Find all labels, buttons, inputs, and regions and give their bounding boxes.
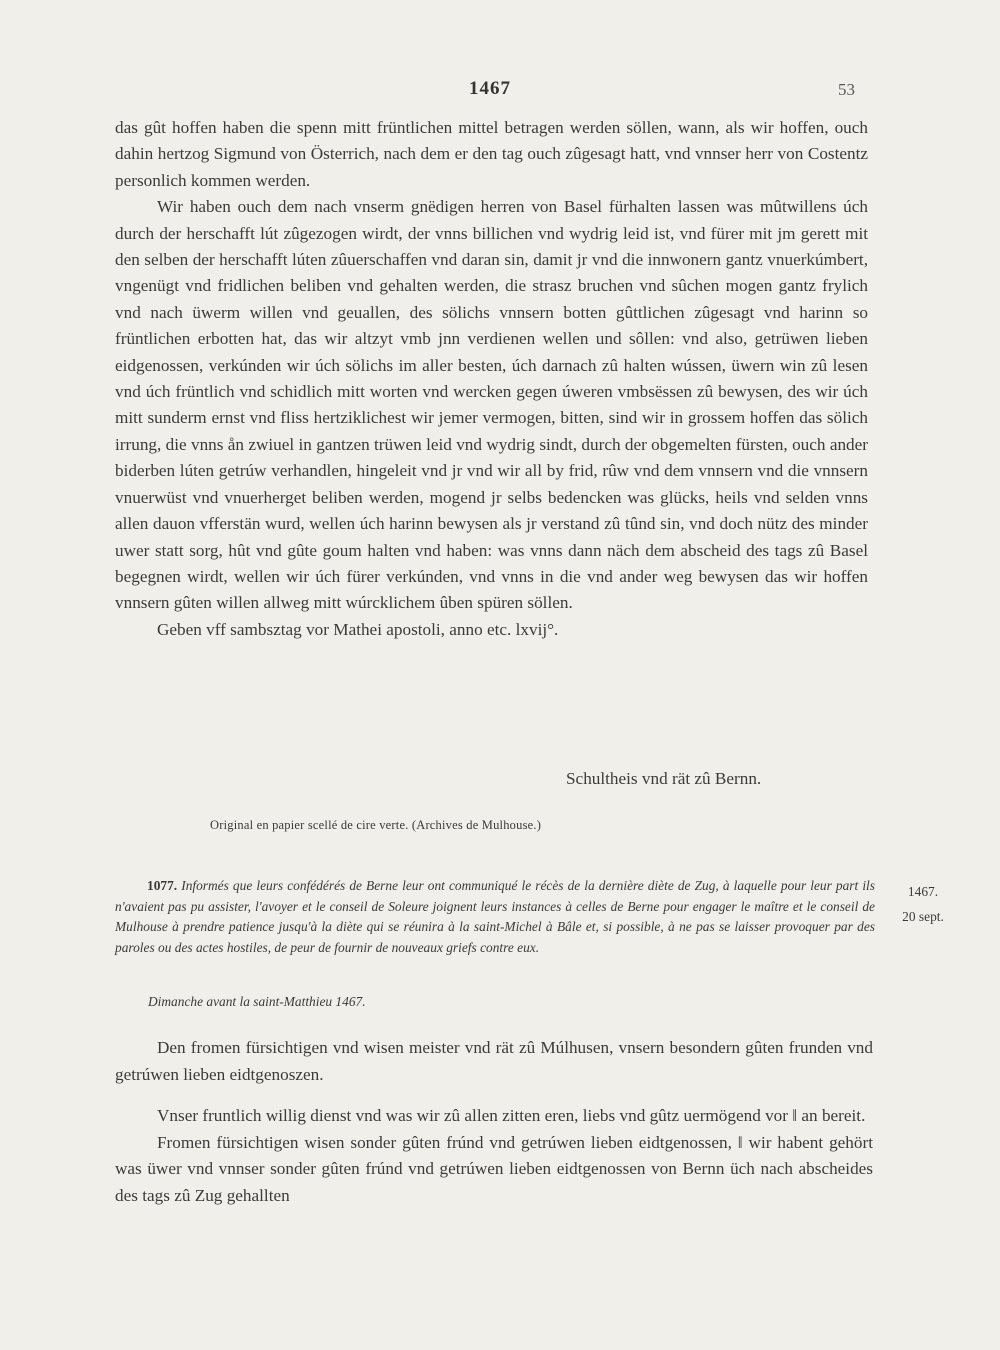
letter-address: Den fromen fürsichtigen vnd wisen meister vnd rät zû Múlhusen, vnsern besondern gûten frunden vnd getrúwen lieben eidtgenoszen. xyxy=(115,1038,873,1084)
continuation-paragraph: das gût hoffen haben die spenn mitt früntlichen mittel betragen werden söllen, wann, als wir hoffen, ouch dahin hertzog Sigmund von Österrich, nach dem er den tag ouch zûgesagt hatt, vnd vnnser herr von Costentz personlich kommen werden. xyxy=(115,118,868,190)
regest-date-line: Dimanche avant la saint-Matthieu 1467. xyxy=(148,994,366,1009)
letter-continuation xyxy=(115,115,868,643)
margin-year: 1467. xyxy=(907,884,939,899)
signature-line: Schultheis vnd rät zû Bernn. xyxy=(566,769,762,788)
entry-number: 1077. xyxy=(147,878,178,893)
margin-day: 20 sept. xyxy=(902,909,944,924)
letter-address-block xyxy=(115,1035,873,1088)
running-header-year: 1467 xyxy=(469,78,511,99)
letter-body: Fromen fürsichtigen wisen sonder gûten frúnd vnd getrúwen lieben eidtgenossen, ‖ wir habent gehört was üwer vnd vnnser sonder gûten frúnd vnd getrúwen lieben eidtgenossen von Bernn üch nach abscheides des tags zû Zug gehallten xyxy=(115,1132,873,1205)
margin-date xyxy=(888,879,958,929)
letter-greeting-block xyxy=(115,1103,873,1209)
dating-clause: Geben vff sambsztag vor Mathei apostoli, anno etc. lxvij°. xyxy=(157,619,559,639)
document-regest xyxy=(115,876,875,958)
regest-text: Informés que leurs confédérés de Berne leur ont communiqué le récès de la dernière diète de Zug, à laquelle pour leur part ils n'avaient pas pu assister, l'avoyer et le conseil de Soleure joignent leurs instances à celles de Berne pour engager le maître et le conseil de Mulhouse à prendre patience jusqu'à la diète qui se réunira à la saint-Michel à Bâle et, si possible, à ne pas se laisser provoquer par des paroles ou des actes hostiles, de peur de fournir de nouveaux griefs contre eux. xyxy=(115,878,875,955)
source-note: Original en papier scellé de cire verte. (Archives de Mulhouse.) xyxy=(210,818,542,832)
continuation-paragraph: Wir haben ouch dem nach vnserm gnëdigen herren von Basel fürhalten lassen was mûtwillens úch durch der herschafft lút zûgezogen wirdt, der vnns billichen vnd wydrig leid ist, vnd fürer mit jm gerett mit den selben der herschafft lúten zûuerschaffen vnd daran sin, damit jr vnd die innwonern gantz vnuerkúmbert, vngenügt vnd fridlichen beliben vnd gehalten werden, die strasz bruchen vnd sûchen mogen gantz frylich vnd nach üwerm willen vnd geuallen, des sölichs vnnsern botten gûttlichen zûgesagt vnd harinn so früntlichen erbotten hat, das wir altzyt vmb jnn verdienen wellen und sôllen: vnd also, getrüwen lieben eidgenossen, verkúnden wir úch sölichs im aller besten, úch darnach zû halten wússen, üwern win zû lesen vnd úch früntlich vnd schidlich mitt worten vnd wercken gegen úweren vmbsëssen zû bewysen, des wir úch mitt sunderm ernst vnd fliss hertziklichest wir jemer vermogen, bitten, sind wir in grossem hoffen das sölich irrung, die vnns ån zwiuel in gantzen trüwen leid vnd wydrig sindt, durch der obgemelten fürsten, ouch ander biderben lúten getrúw verhandlen, hingeleit vnd jr vnd wir all by frid, rûw vnd dem vnnsern vnd die vnnsern vnuerwüst vnd vnuerherget beliben werden, mogend jr selbs bedencken was glücks, heils vnd selden vnns allen dauon vfferstän wurd, wellen úch harinn bewysen als jr verstand zû tûnd sin, vnd doch nütz des minder uwer statt sorg, hût vnd gûte goum halten vnd haben: was vnns dann näch dem abscheid des tags zû Basel begegnen wirdt, wellen wir úch fürer verkúnden, vnd vnns in die vnd ander weg bewysen das wir hoffen vnnsern gûten willen allweg mitt wúrcklichem ûben spüren söllen. xyxy=(115,197,868,613)
page-number: 53 xyxy=(838,80,855,99)
letter-greeting: Vnser fruntlich willig dienst vnd was wir zû allen zitten eren, liebs vnd gûtz uermögend vor ‖ an bereit. xyxy=(157,1106,866,1125)
